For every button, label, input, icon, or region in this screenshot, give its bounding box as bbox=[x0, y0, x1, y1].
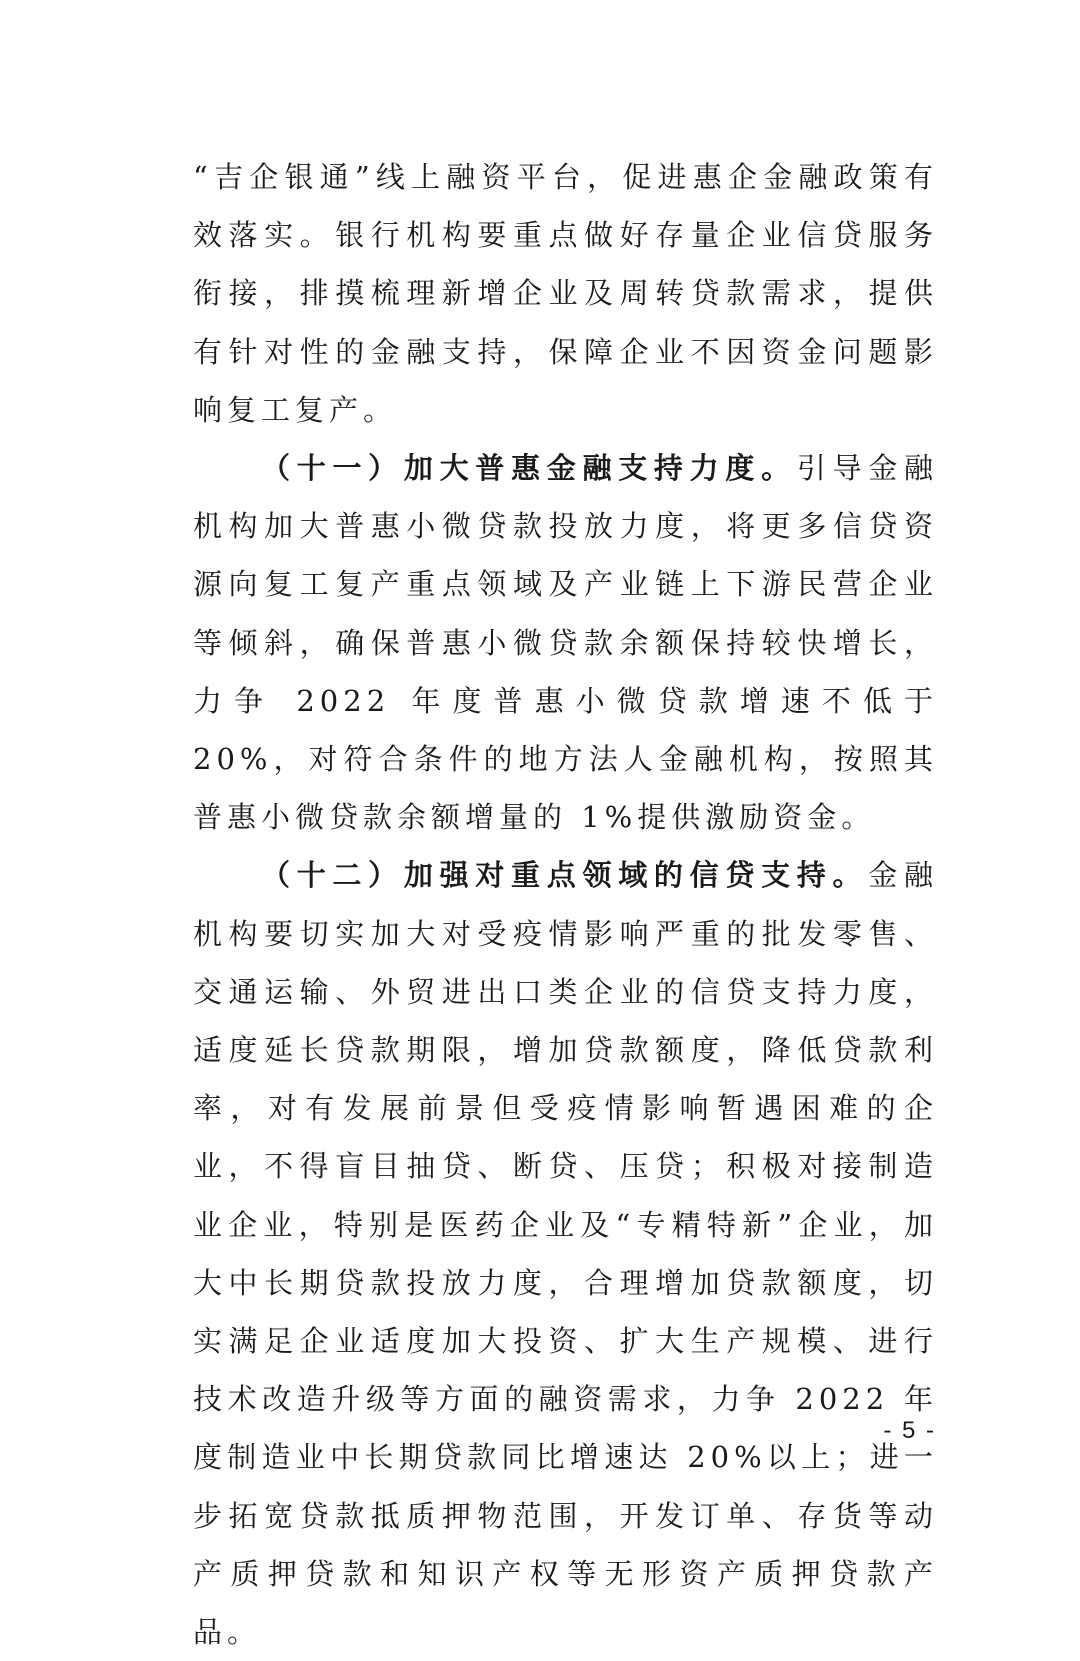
paragraph-text: 引导金融机构加大普惠小微贷款投放力度，将更多信贷资源向复工复产重点领域及产业链上下游民营企业等倾斜，确保普惠小微贷款余额保持较快增长，力争 2022 年度普惠小微贷款增速不低于 20%，对符合条件的地方法人金融机构，按照其普惠小微贷款余额增量的 1%提供激励资金。 bbox=[193, 451, 938, 835]
paragraph-text: “吉企银通”线上融资平台，促进惠企金融政策有效落实。银行机构要重点做好存量企业信贷服务衔接，排摸梳理新增企业及周转贷款需求，提供有针对性的金融支持，保障企业不因资金问题影响复工复产。 bbox=[193, 160, 938, 427]
paragraph-continuation bbox=[193, 148, 938, 439]
paragraph-section-11 bbox=[193, 439, 938, 846]
section-heading: （十一）加大普惠金融支持力度。 bbox=[261, 451, 797, 486]
page-number: - 5 - bbox=[883, 1417, 936, 1444]
section-heading: （十二）加强对重点领域的信贷支持。 bbox=[261, 858, 869, 893]
paragraph-section-12 bbox=[193, 846, 938, 1661]
paragraph-text: 金融机构要切实加大对受疫情影响严重的批发零售、交通运输、外贸进出口类企业的信贷支持力度，适度延长贷款期限，增加贷款额度，降低贷款利率，对有发展前景但受疫情影响暂遇困难的企业，不得盲目抽贷、断贷、压贷；积极对接制造业企业，特别是医药企业及“专精特新”企业，加大中长期贷款投放力度，合理增加贷款额度，切实满足企业适度加大投资、扩大生产规模、进行技术改造升级等方面的融资需求，力争 2022 年度制造业中长期贷款同比增速达 20%以上；进一步拓宽贷款抵质押物范围，开发订单、存货等动产质押贷款和知识产权等无形资产质押贷款产品。 bbox=[193, 858, 938, 1650]
document-body bbox=[193, 148, 938, 1661]
